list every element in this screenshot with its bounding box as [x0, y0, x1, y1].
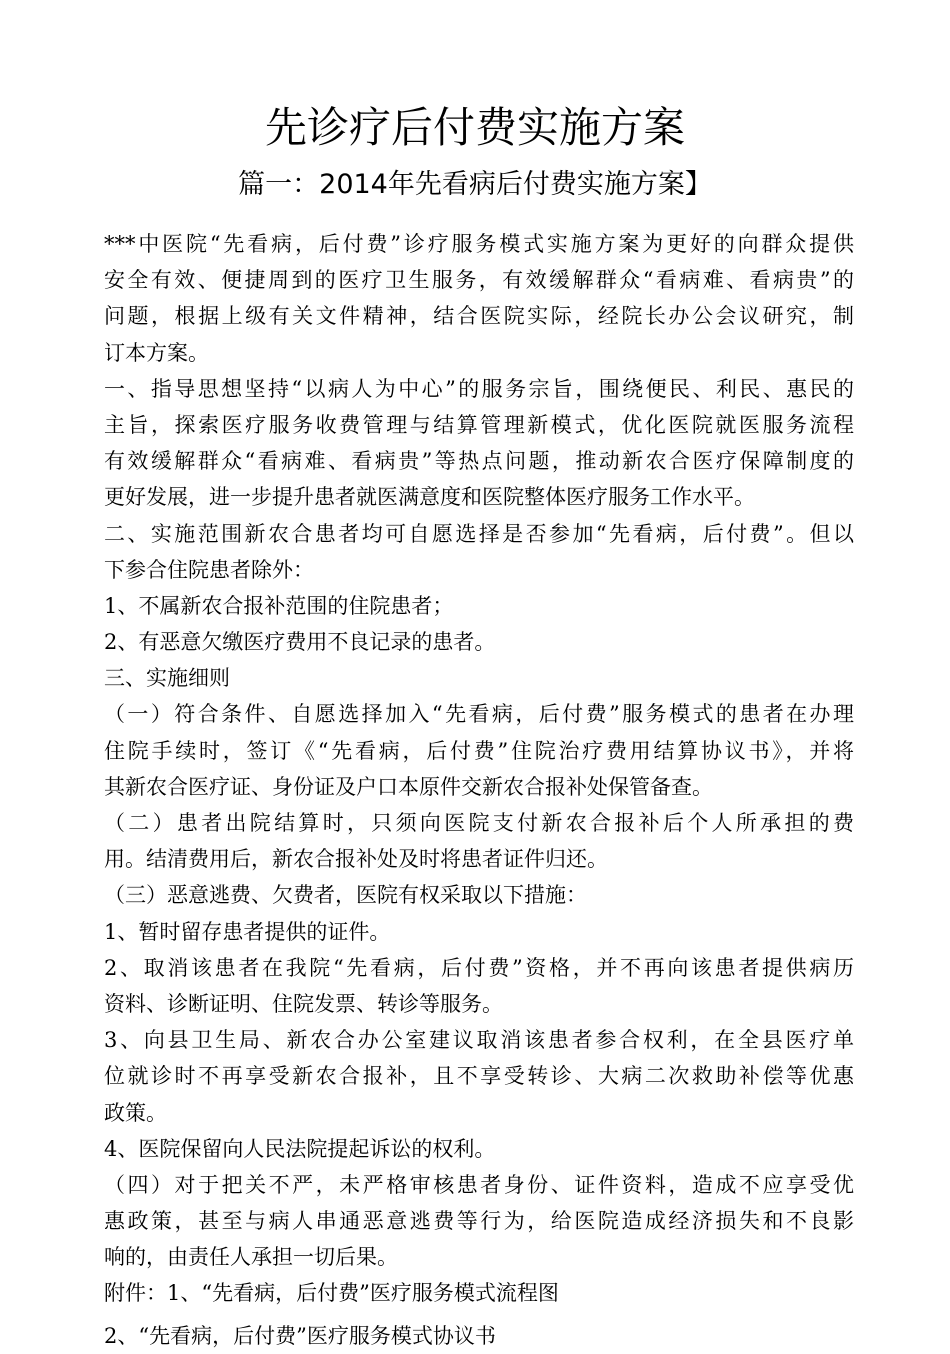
document-subtitle: 篇一：2014年先看病后付费实施方案】 [238, 169, 712, 200]
paragraph-line: 3、向县卫生局、新农合办公室建议取消该患者参合权利，在全县医疗单 [104, 1028, 854, 1053]
paragraph-line: 三、实施细则 [104, 666, 230, 691]
paragraph-line: 问题，根据上级有关文件精神，结合医院实际，经院长办公会议研究，制 [104, 304, 854, 329]
paragraph-line: 用。结清费用后，新农合报补处及时将患者证件归还。 [104, 847, 608, 872]
paragraph-line: （二）患者出院结算时，只须向医院支付新农合报补后个人所承担的费 [104, 811, 854, 835]
paragraph-line: 1、暂时留存患者提供的证件。 [104, 919, 391, 944]
paragraph-line: 有效缓解群众“看病难、看病贵”等热点问题，推动新农合医疗保障制度的 [104, 449, 854, 474]
paragraph-line: 一、指导思想坚持“以病人为中心”的服务宗旨，围绕便民、利民、惠民的 [104, 376, 854, 401]
paragraph-line: 安全有效、便捷周到的医疗卫生服务，有效缓解群众“看病难、看病贵”的 [104, 268, 854, 293]
paragraph-line: 响的，由责任人承担一切后果。 [104, 1245, 398, 1270]
paragraph-line: 其新农合医疗证、身份证及户口本原件交新农合报补处保管备查。 [104, 774, 713, 799]
paragraph-line: 2、“先看病，后付费”医疗服务模式协议书 [104, 1323, 496, 1348]
paragraph-line: 1、不属新农合报补范围的住院患者； [104, 593, 454, 618]
paragraph-line: 主旨，探索医疗服务收费管理与结算管理新模式，优化医院就医服务流程 [104, 412, 854, 437]
paragraph-line: 2、有恶意欠缴医疗费用不良记录的患者。 [104, 630, 496, 655]
paragraph-line: 住院手续时，签订《“先看病，后付费”住院治疗费用结算协议书》，并将 [104, 738, 854, 763]
paragraph-line: 资料、诊断证明、住院发票、转诊等服务。 [104, 991, 503, 1016]
paragraph-line: ***中医院“先看病，后付费”诊疗服务模式实施方案为更好的向群众提供 [104, 232, 854, 256]
paragraph-line: 订本方案。 [104, 340, 209, 365]
document-body [104, 226, 854, 1354]
paragraph-line: 政策。 [104, 1100, 167, 1125]
paragraph-line: 位就诊时不再享受新农合报补，且不享受转诊、大病二次救助补偿等优惠 [104, 1064, 854, 1089]
paragraph-line: 更好发展，进一步提升患者就医满意度和医院整体医疗服务工作水平。 [104, 485, 755, 510]
paragraph-line: （三）恶意逃费、欠费者，医院有权采取以下措施： [104, 883, 587, 908]
paragraph-line: 4、医院保留向人民法院提起诉讼的权利。 [104, 1136, 496, 1161]
document-title: 先诊疗后付费实施方案 [264, 103, 685, 152]
paragraph-line: 附件：1、“先看病，后付费”医疗服务模式流程图 [104, 1281, 559, 1306]
paragraph-line: （一）符合条件、自愿选择加入“先看病，后付费”服务模式的患者在办理 [104, 702, 854, 727]
paragraph-line: 2、取消该患者在我院“先看病，后付费”资格，并不再向该患者提供病历 [104, 955, 854, 980]
paragraph-line: （四）对于把关不严，未严格审核患者身份、证件资料，造成不应享受优 [104, 1172, 854, 1197]
paragraph-line: 二、实施范围新农合患者均可自愿选择是否参加“先看病，后付费”。但以 [104, 521, 854, 546]
paragraph-line: 下参合住院患者除外： [104, 557, 314, 582]
paragraph-line: 惠政策，甚至与病人串通恶意逃费等行为，给医院造成经济损失和不良影 [104, 1209, 854, 1234]
